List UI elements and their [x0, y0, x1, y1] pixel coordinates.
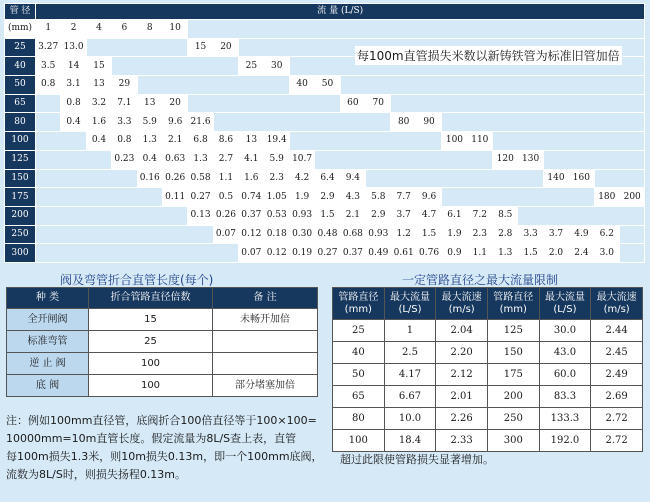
flow-value: 20 — [213, 38, 238, 57]
blank-cell — [213, 113, 391, 132]
loss-value: 3.7 — [543, 225, 568, 244]
flow-value: 2 — [61, 20, 86, 39]
loss-value: 3.5 — [36, 57, 61, 76]
flow-value: 10 — [162, 20, 187, 39]
flow-value: 200 — [619, 188, 644, 207]
pipe-diameter: 80 — [5, 113, 36, 132]
loss-value: 0.18 — [264, 225, 289, 244]
table-row — [333, 320, 643, 342]
loss-value: 2.9 — [315, 188, 340, 207]
loss-value: 5.8 — [366, 188, 391, 207]
flow-value: 70 — [366, 94, 391, 113]
table-cell: 125 — [487, 320, 539, 342]
flow-value: 25 — [239, 57, 264, 76]
table-cell: 2.12 — [436, 364, 488, 386]
loss-value: 3.7 — [391, 206, 416, 225]
loss-value: 0.30 — [289, 225, 314, 244]
loss-value: 0.8 — [112, 132, 137, 151]
loss-value: 5.9 — [137, 113, 162, 132]
loss-value: 14 — [61, 57, 86, 76]
note-line: 注：例如100mm直径管，底阀折合100倍直径等于100×100= — [6, 414, 317, 427]
loss-value: 0.93 — [366, 225, 391, 244]
loss-value: 29 — [112, 76, 137, 95]
loss-value: 0.8 — [36, 76, 61, 95]
loss-value: 0.61 — [391, 244, 416, 263]
table-row — [7, 331, 318, 353]
pipe-diameter: 250 — [5, 225, 36, 244]
fitting-value: 部分堵塞加倍 — [213, 375, 318, 397]
blank-cell — [36, 132, 87, 151]
flow-value: 100 — [442, 132, 467, 151]
loss-value: 1.5 — [518, 244, 543, 263]
column-header — [384, 288, 436, 320]
table-row — [333, 430, 643, 452]
blank-cell — [36, 225, 214, 244]
flow-value: 50 — [315, 76, 340, 95]
table-cell: 10.0 — [384, 408, 436, 430]
loss-value: 9.6 — [162, 113, 187, 132]
column-header — [591, 288, 643, 320]
pipe-diameter: 200 — [5, 206, 36, 225]
flow-value: 120 — [493, 150, 518, 169]
loss-value: 0.07 — [213, 225, 238, 244]
table-cell: 250 — [487, 408, 539, 430]
fitting-value: 100 — [89, 375, 213, 397]
loss-value: 2.1 — [162, 132, 187, 151]
blank-cell — [315, 150, 493, 169]
loss-value: 0.26 — [162, 169, 187, 188]
loss-value: 2.3 — [467, 225, 492, 244]
loss-value: 2.7 — [213, 150, 238, 169]
loss-value: 0.27 — [315, 244, 340, 263]
header-line: 最大流速 — [441, 291, 482, 303]
header-line: 最大流量 — [389, 291, 430, 303]
loss-value: 2.4 — [569, 244, 594, 263]
note-line: 流数为8L/S时，则损失扬程0.13m。 — [6, 468, 187, 481]
pipe-diameter: 175 — [5, 188, 36, 207]
blank-cell — [188, 20, 645, 39]
table-cell: 1 — [384, 320, 436, 342]
table-cell: 2.01 — [436, 386, 488, 408]
loss-value: 0.27 — [188, 188, 213, 207]
loss-header-row — [5, 4, 645, 20]
loss-value: 0.26 — [213, 206, 238, 225]
table-row — [5, 94, 645, 113]
table-row — [5, 150, 645, 169]
pipe-diameter: 65 — [5, 94, 36, 113]
table-cell: 2.45 — [591, 342, 643, 364]
blank-cell — [36, 206, 188, 225]
flow-value: 130 — [518, 150, 543, 169]
loss-value: 0.4 — [86, 132, 111, 151]
table-row — [5, 244, 645, 263]
loss-value: 1.1 — [467, 244, 492, 263]
table-row — [333, 408, 643, 430]
loss-value: 0.11 — [162, 188, 187, 207]
pipe-loss-table — [4, 3, 645, 263]
loss-value: 10.7 — [289, 150, 314, 169]
loss-value: 8.5 — [493, 206, 518, 225]
flow-value: 1 — [36, 20, 61, 39]
loss-value: 0.76 — [416, 244, 441, 263]
table-row — [5, 188, 645, 207]
loss-table-note: 每100m直管损失米数以新铸铁管为标准旧管加倍 — [355, 46, 622, 65]
fitting-value: 25 — [89, 331, 213, 353]
table-cell: 80 — [333, 408, 385, 430]
loss-value: 4.2 — [289, 169, 314, 188]
column-header: 种 类 — [7, 288, 89, 309]
loss-value: 13.0 — [61, 38, 86, 57]
unit-label: (mm) — [5, 20, 36, 39]
header-line: 管路直径 — [338, 291, 379, 303]
header-line: (mm) — [344, 303, 372, 315]
table-row — [5, 206, 645, 225]
loss-value: 9.4 — [340, 169, 365, 188]
flow-value: 110 — [467, 132, 492, 151]
blank-cell — [36, 169, 138, 188]
loss-value: 0.4 — [137, 150, 162, 169]
header-line: (L/S) — [553, 303, 577, 315]
table-cell: 2.69 — [591, 386, 643, 408]
flow-value: 90 — [416, 113, 441, 132]
blank-cell — [36, 244, 239, 263]
flow-value: 180 — [594, 188, 619, 207]
note-line: 10000mm=10m直管长度。假定流量为8L/S查上表，直管 — [6, 432, 297, 445]
loss-value: 13 — [239, 132, 264, 151]
flow-value: 80 — [391, 113, 416, 132]
blank-cell — [619, 244, 644, 263]
header-line: 最大流量 — [544, 291, 585, 303]
header-line: (m/s) — [603, 303, 630, 315]
fitting-name: 标准弯管 — [7, 331, 89, 353]
blank-cell — [86, 38, 188, 57]
loss-value: 0.4 — [61, 113, 86, 132]
blank-cell — [289, 132, 441, 151]
loss-value: 1.9 — [289, 188, 314, 207]
loss-value: 0.93 — [289, 206, 314, 225]
loss-value: 13 — [86, 76, 111, 95]
loss-value: 1.3 — [188, 150, 213, 169]
blank-cell — [137, 76, 289, 95]
loss-value: 19.4 — [264, 132, 289, 151]
loss-value: 0.12 — [239, 225, 264, 244]
loss-value: 0.48 — [315, 225, 340, 244]
loss-value: 1.3 — [137, 132, 162, 151]
blank-cell — [340, 76, 645, 95]
loss-value: 2.3 — [264, 169, 289, 188]
table-row — [7, 309, 318, 331]
fittings-header-row — [7, 288, 318, 309]
header-line: (mm) — [499, 303, 527, 315]
loss-value: 3.1 — [61, 76, 86, 95]
column-header: 折合管路直径倍数 — [89, 288, 213, 309]
loss-value: 4.1 — [239, 150, 264, 169]
flow-value: 30 — [264, 57, 289, 76]
loss-value: 4.9 — [569, 225, 594, 244]
blank-cell — [366, 169, 544, 188]
table-cell: 2.04 — [436, 320, 488, 342]
blank-cell — [36, 113, 61, 132]
flow-value: 140 — [543, 169, 568, 188]
flow-value: 8 — [137, 20, 162, 39]
loss-value: 6.2 — [594, 225, 619, 244]
table-row — [5, 169, 645, 188]
table-cell: 65 — [333, 386, 385, 408]
table-cell: 100 — [333, 430, 385, 452]
loss-value: 0.9 — [442, 244, 467, 263]
loss-value: 8.6 — [213, 132, 238, 151]
flow-value: 60 — [340, 94, 365, 113]
table-cell: 40 — [333, 342, 385, 364]
flow-value: 15 — [188, 38, 213, 57]
loss-value: 7.7 — [391, 188, 416, 207]
loss-value: 1.5 — [416, 225, 441, 244]
loss-value: 6.8 — [188, 132, 213, 151]
blank-cell — [188, 94, 340, 113]
loss-value: 0.23 — [112, 150, 137, 169]
loss-value: 2.9 — [366, 206, 391, 225]
table-cell: 2.72 — [591, 430, 643, 452]
loss-value: 3.2 — [86, 94, 111, 113]
table-cell: 6.67 — [384, 386, 436, 408]
flow-header: 流 量 (L/S) — [36, 4, 645, 20]
header-line: 管路直径 — [493, 291, 534, 303]
table-cell: 83.3 — [539, 386, 591, 408]
loss-value: 4.7 — [416, 206, 441, 225]
fitting-name: 底 阀 — [7, 375, 89, 397]
column-header — [539, 288, 591, 320]
loss-value: 0.58 — [188, 169, 213, 188]
loss-value: 9.6 — [416, 188, 441, 207]
table-row — [333, 364, 643, 386]
pipe-diameter: 40 — [5, 57, 36, 76]
loss-value: 3.27 — [36, 38, 61, 57]
flow-value: 160 — [569, 169, 594, 188]
column-header: 备 注 — [213, 288, 318, 309]
flow-subheader-row — [5, 20, 645, 39]
fitting-value: 未畅开加倍 — [213, 309, 318, 331]
blank-cell — [493, 132, 645, 151]
loss-value: 0.49 — [366, 244, 391, 263]
max-flow-header-row — [333, 288, 643, 320]
flow-value: 6 — [112, 20, 137, 39]
table-cell: 192.0 — [539, 430, 591, 452]
loss-value: 2.8 — [493, 225, 518, 244]
pipe-diameter: 125 — [5, 150, 36, 169]
fittings-caption: 阀及弯管折合直管长度(每个) — [60, 273, 214, 287]
blank-cell — [36, 94, 61, 113]
table-cell: 300 — [487, 430, 539, 452]
table-row — [5, 113, 645, 132]
loss-value: 20 — [162, 94, 187, 113]
table-cell: 2.26 — [436, 408, 488, 430]
table-cell: 30.0 — [539, 320, 591, 342]
loss-value: 5.9 — [264, 150, 289, 169]
diameter-header: 管 径 — [5, 4, 36, 20]
header-line: (m/s) — [448, 303, 475, 315]
loss-value: 3.3 — [112, 113, 137, 132]
table-row — [5, 225, 645, 244]
table-cell: 150 — [487, 342, 539, 364]
fittings-table — [6, 287, 318, 397]
table-cell: 25 — [333, 320, 385, 342]
loss-value: 15 — [86, 57, 111, 76]
table-cell: 2.33 — [436, 430, 488, 452]
loss-value: 1.6 — [239, 169, 264, 188]
loss-value: 0.5 — [213, 188, 238, 207]
blank-cell — [543, 150, 645, 169]
loss-value: 0.8 — [61, 94, 86, 113]
blank-cell — [442, 188, 594, 207]
loss-value: 1.3 — [493, 244, 518, 263]
loss-value: 2.0 — [543, 244, 568, 263]
table-cell: 200 — [487, 386, 539, 408]
blank-cell — [391, 94, 645, 113]
blank-cell — [442, 113, 645, 132]
table-row — [5, 76, 645, 95]
pipe-diameter: 150 — [5, 169, 36, 188]
loss-value: 1.9 — [442, 225, 467, 244]
max-flow-footnote: 超过此限使管路损失显著增加。 — [340, 453, 494, 466]
loss-value: 0.37 — [239, 206, 264, 225]
flow-value: 40 — [289, 76, 314, 95]
loss-value: 1.1 — [213, 169, 238, 188]
loss-value: 1.05 — [264, 188, 289, 207]
table-row — [5, 132, 645, 151]
table-row — [333, 342, 643, 364]
fitting-value — [213, 331, 318, 353]
table-cell: 18.4 — [384, 430, 436, 452]
blank-cell — [112, 57, 239, 76]
column-header — [436, 288, 488, 320]
loss-value: 3.0 — [594, 244, 619, 263]
loss-value: 0.68 — [340, 225, 365, 244]
loss-value: 13 — [137, 94, 162, 113]
loss-value: 0.63 — [162, 150, 187, 169]
loss-value: 0.07 — [239, 244, 264, 263]
loss-value: 6.4 — [315, 169, 340, 188]
table-cell: 2.44 — [591, 320, 643, 342]
blank-cell — [36, 188, 163, 207]
note-line: 每100m损失1.3米，则10m损失0.13m，即一个100mm底阀， — [6, 450, 323, 463]
loss-value: 2.1 — [340, 206, 365, 225]
blank-cell — [36, 150, 112, 169]
table-row — [333, 386, 643, 408]
blank-cell — [594, 169, 645, 188]
fitting-value — [213, 353, 318, 375]
loss-value: 0.13 — [188, 206, 213, 225]
loss-value: 21.6 — [188, 113, 213, 132]
table-cell: 2.5 — [384, 342, 436, 364]
loss-value: 3.3 — [518, 225, 543, 244]
column-header — [487, 288, 539, 320]
flow-value: 4 — [86, 20, 111, 39]
pipe-diameter: 50 — [5, 76, 36, 95]
table-cell: 2.20 — [436, 342, 488, 364]
table-cell: 2.72 — [591, 408, 643, 430]
header-line: 最大流速 — [596, 291, 637, 303]
loss-value: 6.1 — [442, 206, 467, 225]
fitting-value: 100 — [89, 353, 213, 375]
loss-value: 7.2 — [467, 206, 492, 225]
fitting-name: 全开闸阀 — [7, 309, 89, 331]
blank-cell — [518, 206, 645, 225]
header-line: (L/S) — [398, 303, 422, 315]
pipe-diameter: 25 — [5, 38, 36, 57]
loss-value: 0.74 — [239, 188, 264, 207]
fitting-name: 逆 止 阀 — [7, 353, 89, 375]
loss-value: 1.5 — [315, 206, 340, 225]
loss-value: 0.53 — [264, 206, 289, 225]
pipe-diameter: 100 — [5, 132, 36, 151]
table-cell: 4.17 — [384, 364, 436, 386]
max-flow-table — [332, 287, 643, 452]
table-cell: 50 — [333, 364, 385, 386]
loss-value: 0.16 — [137, 169, 162, 188]
table-cell: 175 — [487, 364, 539, 386]
loss-value: 0.19 — [289, 244, 314, 263]
table-row — [7, 353, 318, 375]
fitting-value: 15 — [89, 309, 213, 331]
loss-value: 0.12 — [264, 244, 289, 263]
example-note — [6, 412, 326, 484]
pipe-diameter: 300 — [5, 244, 36, 263]
table-cell: 133.3 — [539, 408, 591, 430]
loss-value: 1.2 — [391, 225, 416, 244]
column-header — [333, 288, 385, 320]
loss-value: 7.1 — [112, 94, 137, 113]
blank-cell — [619, 225, 644, 244]
table-row — [7, 375, 318, 397]
loss-value: 1.6 — [86, 113, 111, 132]
table-cell: 2.49 — [591, 364, 643, 386]
loss-value: 0.37 — [340, 244, 365, 263]
loss-value: 4.3 — [340, 188, 365, 207]
max-flow-caption: 一定管路直径之最大流量限制 — [402, 273, 559, 287]
table-cell: 43.0 — [539, 342, 591, 364]
table-cell: 60.0 — [539, 364, 591, 386]
